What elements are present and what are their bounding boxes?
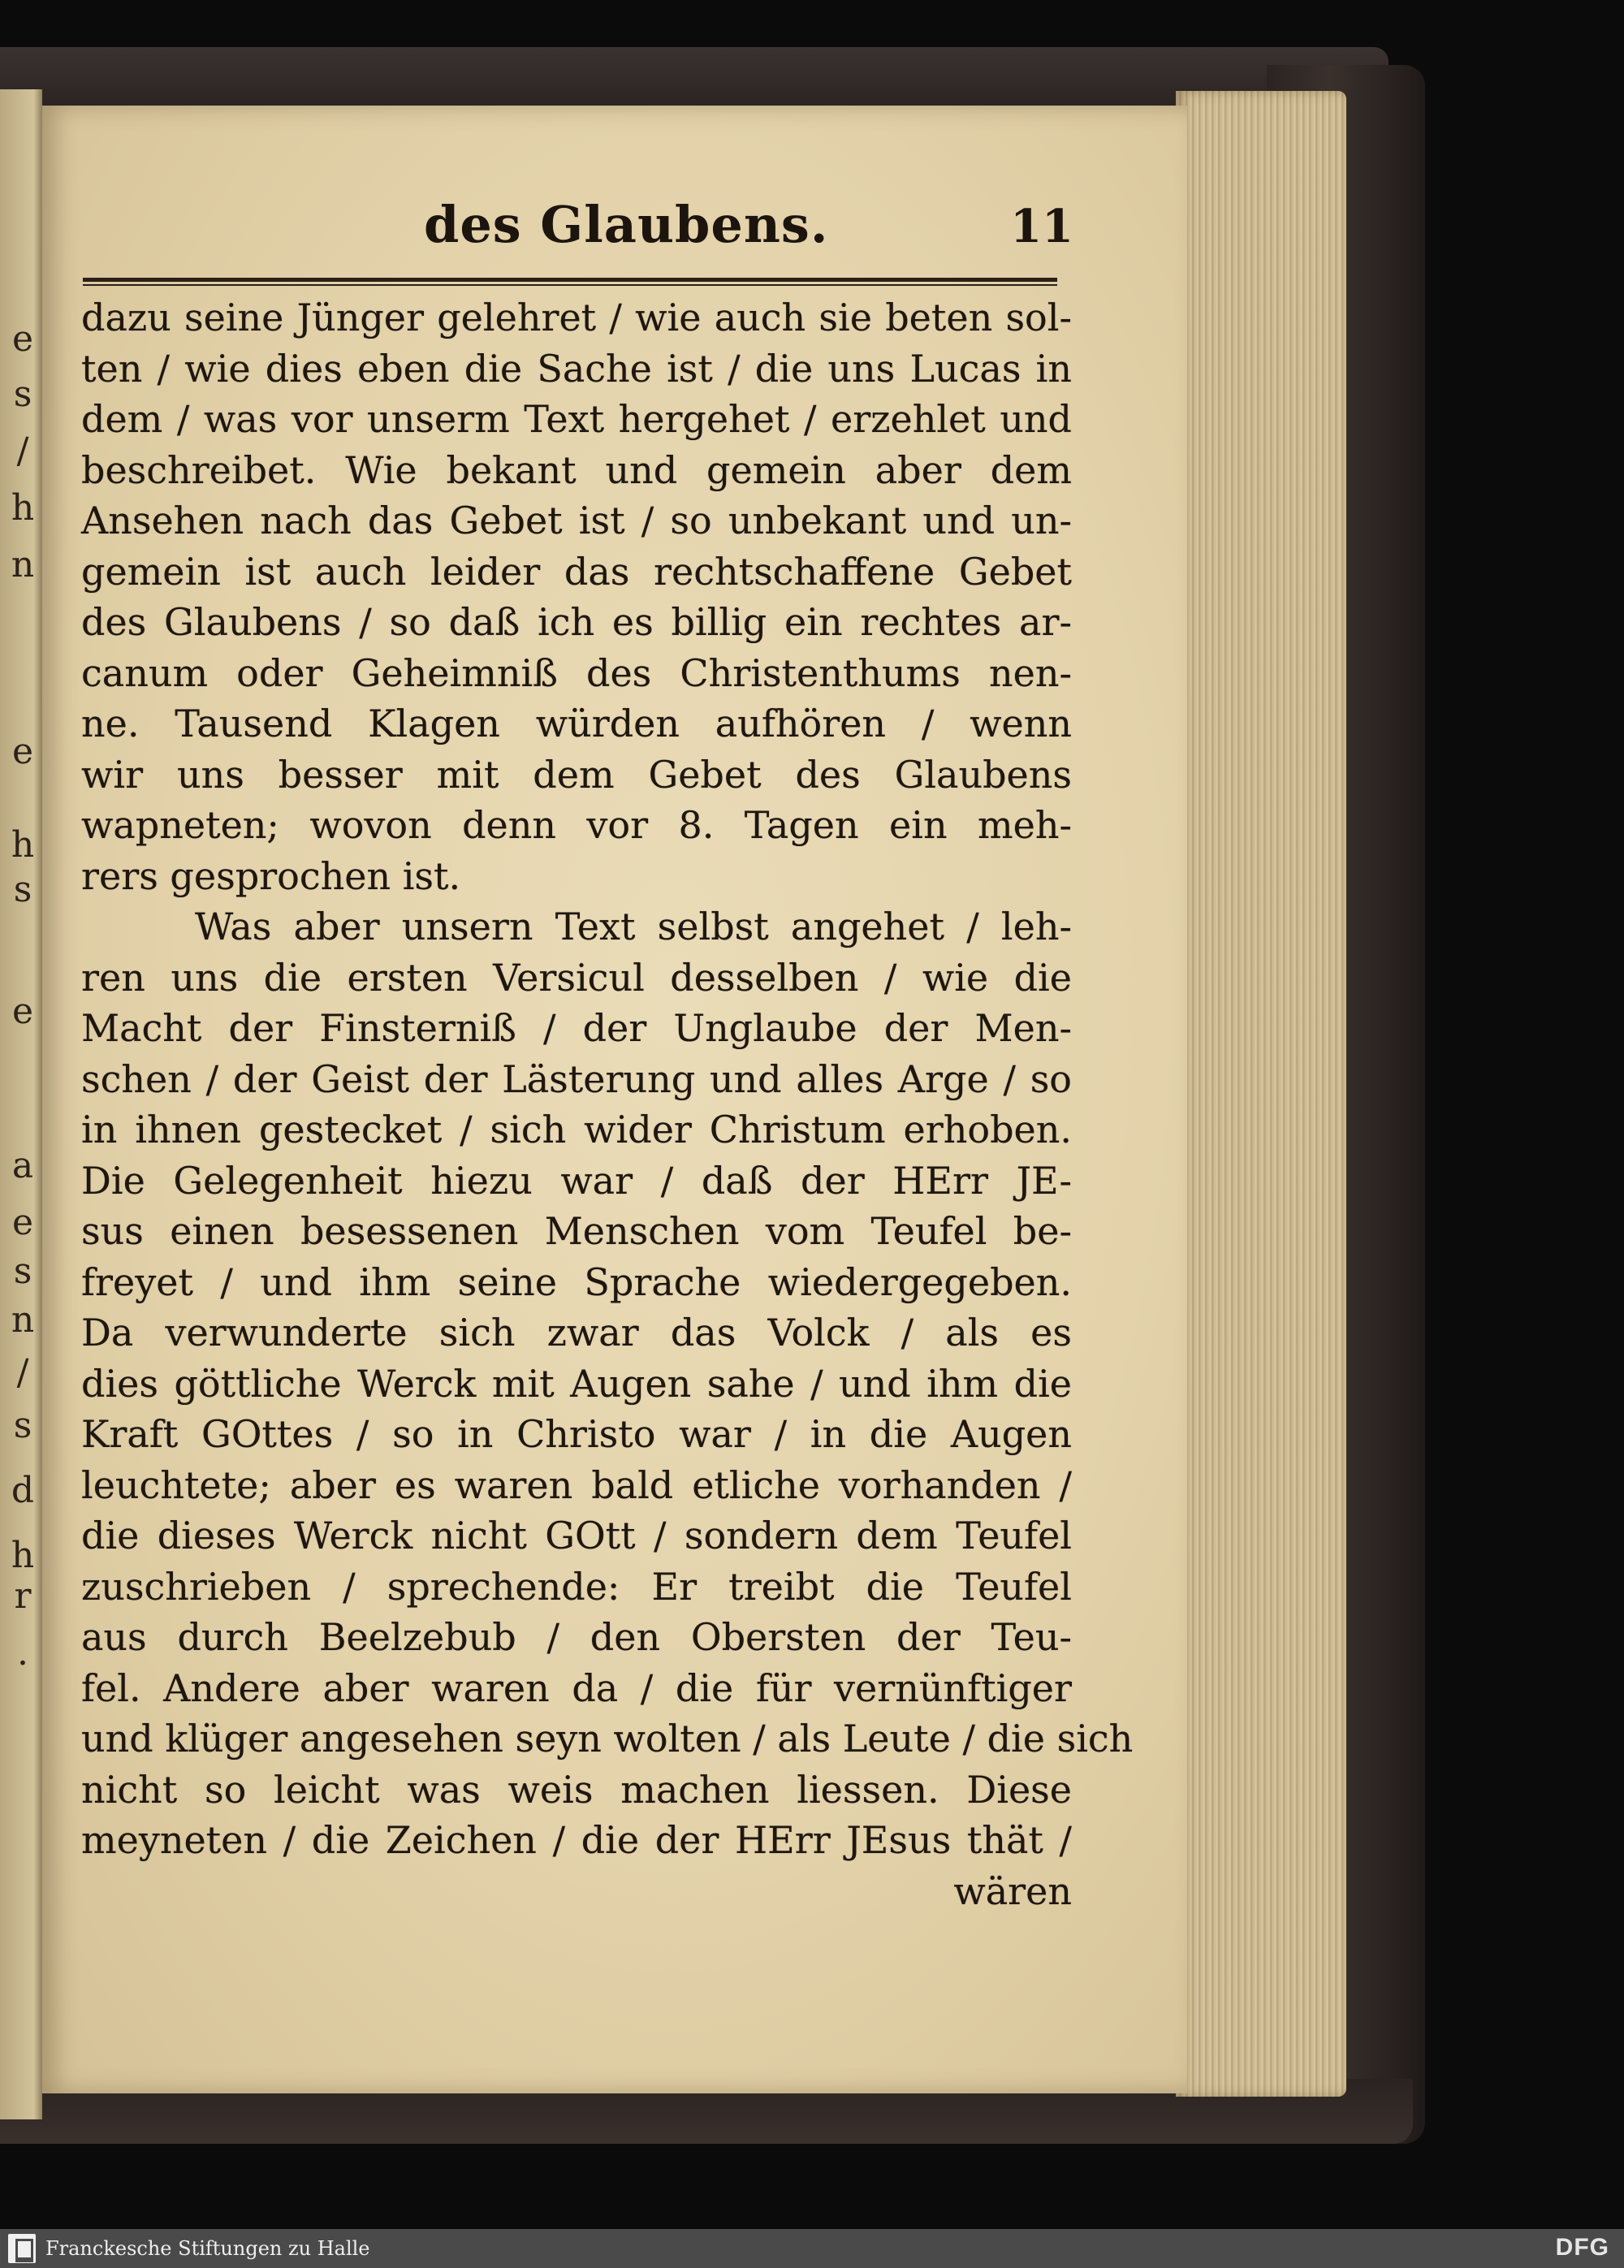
left-fragment: / — [16, 1352, 29, 1393]
text-line: Die Gelegenheit hiezu war / daß der HErr JE- — [81, 1158, 1072, 1203]
text-line: Kraft GOttes / so in Christo war / in die Augen — [81, 1412, 1072, 1456]
text-line: freyet / und ihm seine Sprache wiedergegeben. — [81, 1259, 1072, 1304]
header-rule — [83, 278, 1057, 286]
text-line: aus durch Beelzebub / den Obersten der Teu- — [81, 1615, 1072, 1659]
text-line: meyneten / die Zeichen / die der HErr JEsus thät / — [81, 1818, 1072, 1862]
body-text — [81, 292, 1134, 1916]
left-fragment: r — [14, 1575, 32, 1617]
text-line: Macht der Finsterniß / der Unglaube der Men- — [81, 1006, 1072, 1050]
text-line: ren uns die ersten Versicul desselben / wie die — [81, 955, 1072, 1000]
page-fore-edge — [1176, 91, 1346, 2097]
left-fragment: e — [11, 318, 34, 360]
text-line: dies göttliche Werck mit Augen sahe / und ihm die — [81, 1361, 1072, 1406]
left-fragment: e — [11, 991, 34, 1032]
text-line: gemein ist auch leider das rechtschaffene Gebet — [81, 549, 1072, 594]
text-line: rers gesprochen ist. — [81, 853, 461, 898]
text-line: ne. Tausend Klagen würden aufhören / wenn — [81, 702, 1072, 745]
left-fragment: / — [16, 430, 29, 472]
left-fragment: s — [13, 1405, 32, 1446]
text-line: schen / der Geist der Lästerung und alles Arge / so — [81, 1056, 1072, 1101]
left-fragment: s — [13, 374, 32, 415]
viewer-footer — [0, 2229, 1624, 2268]
left-fragment: s — [13, 869, 32, 910]
left-fragment: . — [17, 1632, 28, 1674]
text-line: in ihnen gestecket / sich wider Christum erhoben. — [81, 1108, 1072, 1151]
left-fragment: s — [13, 1251, 32, 1292]
text-line: sus einen besessenen Menschen vom Teufel be- — [81, 1209, 1072, 1253]
text-line: fel. Andere aber waren da / die für vernünftiger — [81, 1665, 1072, 1710]
catchword: wären — [953, 1868, 1072, 1913]
text-line: zuschrieben / sprechende: Er treibt die Teufel — [81, 1564, 1072, 1609]
text-line: ten / wie dies eben die Sache ist / die uns Lucas in — [81, 346, 1072, 391]
left-fragment: h — [11, 824, 35, 866]
text-line: dazu seine Jünger gelehret / wie auch sie beten sol- — [81, 296, 1072, 339]
text-line: die dieses Werck nicht GOtt / sondern dem Teufel — [81, 1514, 1072, 1557]
text-line: beschreibet. Wie bekant und gemein aber dem — [81, 447, 1072, 492]
page-header — [83, 195, 1073, 276]
left-fragment: h — [11, 1535, 35, 1576]
left-fragment: d — [11, 1470, 35, 1511]
text-line: Ansehen nach das Gebet ist / so unbekant und un- — [81, 499, 1072, 542]
text-line: Da verwunderte sich zwar das Volck / als es — [81, 1311, 1072, 1354]
page-number: 11 — [1010, 200, 1073, 253]
previous-page-sliver — [0, 89, 42, 2119]
text-line: Was aber unsern Text selbst angehet / leh- — [195, 905, 1072, 948]
text-line: des Glaubens / so daß ich es billig ein rechtes ar- — [81, 600, 1072, 644]
running-head: des Glaubens. — [424, 195, 829, 254]
left-fragment: n — [11, 1299, 35, 1341]
text-line: dem / was vor unserm Text hergehet / erzehlet und — [81, 397, 1072, 441]
left-fragment: a — [11, 1145, 34, 1186]
left-fragment: n — [11, 544, 35, 585]
book-page — [42, 106, 1187, 2093]
institution-logo-icon — [8, 2234, 36, 2263]
dfg-logo: DFG — [1555, 2234, 1609, 2261]
left-fragment: e — [11, 731, 34, 772]
text-line: canum oder Geheimniß des Christenthums nen- — [81, 650, 1072, 695]
text-line: wir uns besser mit dem Gebet des Glaubens — [81, 752, 1072, 797]
left-fragment: e — [11, 1202, 34, 1243]
institution-name: Franckesche Stiftungen zu Halle — [45, 2237, 370, 2260]
left-fragment: h — [11, 487, 35, 529]
text-line: leuchtete; aber es waren bald etliche vorhanden / — [81, 1462, 1072, 1507]
text-line: und klüger angesehen seyn wolten / als Leute / die sich — [81, 1717, 1134, 1760]
text-line: nicht so leicht was weis machen liessen. Diese — [81, 1767, 1072, 1812]
text-line: wapneten; wovon denn vor 8. Tagen ein meh- — [81, 803, 1072, 847]
